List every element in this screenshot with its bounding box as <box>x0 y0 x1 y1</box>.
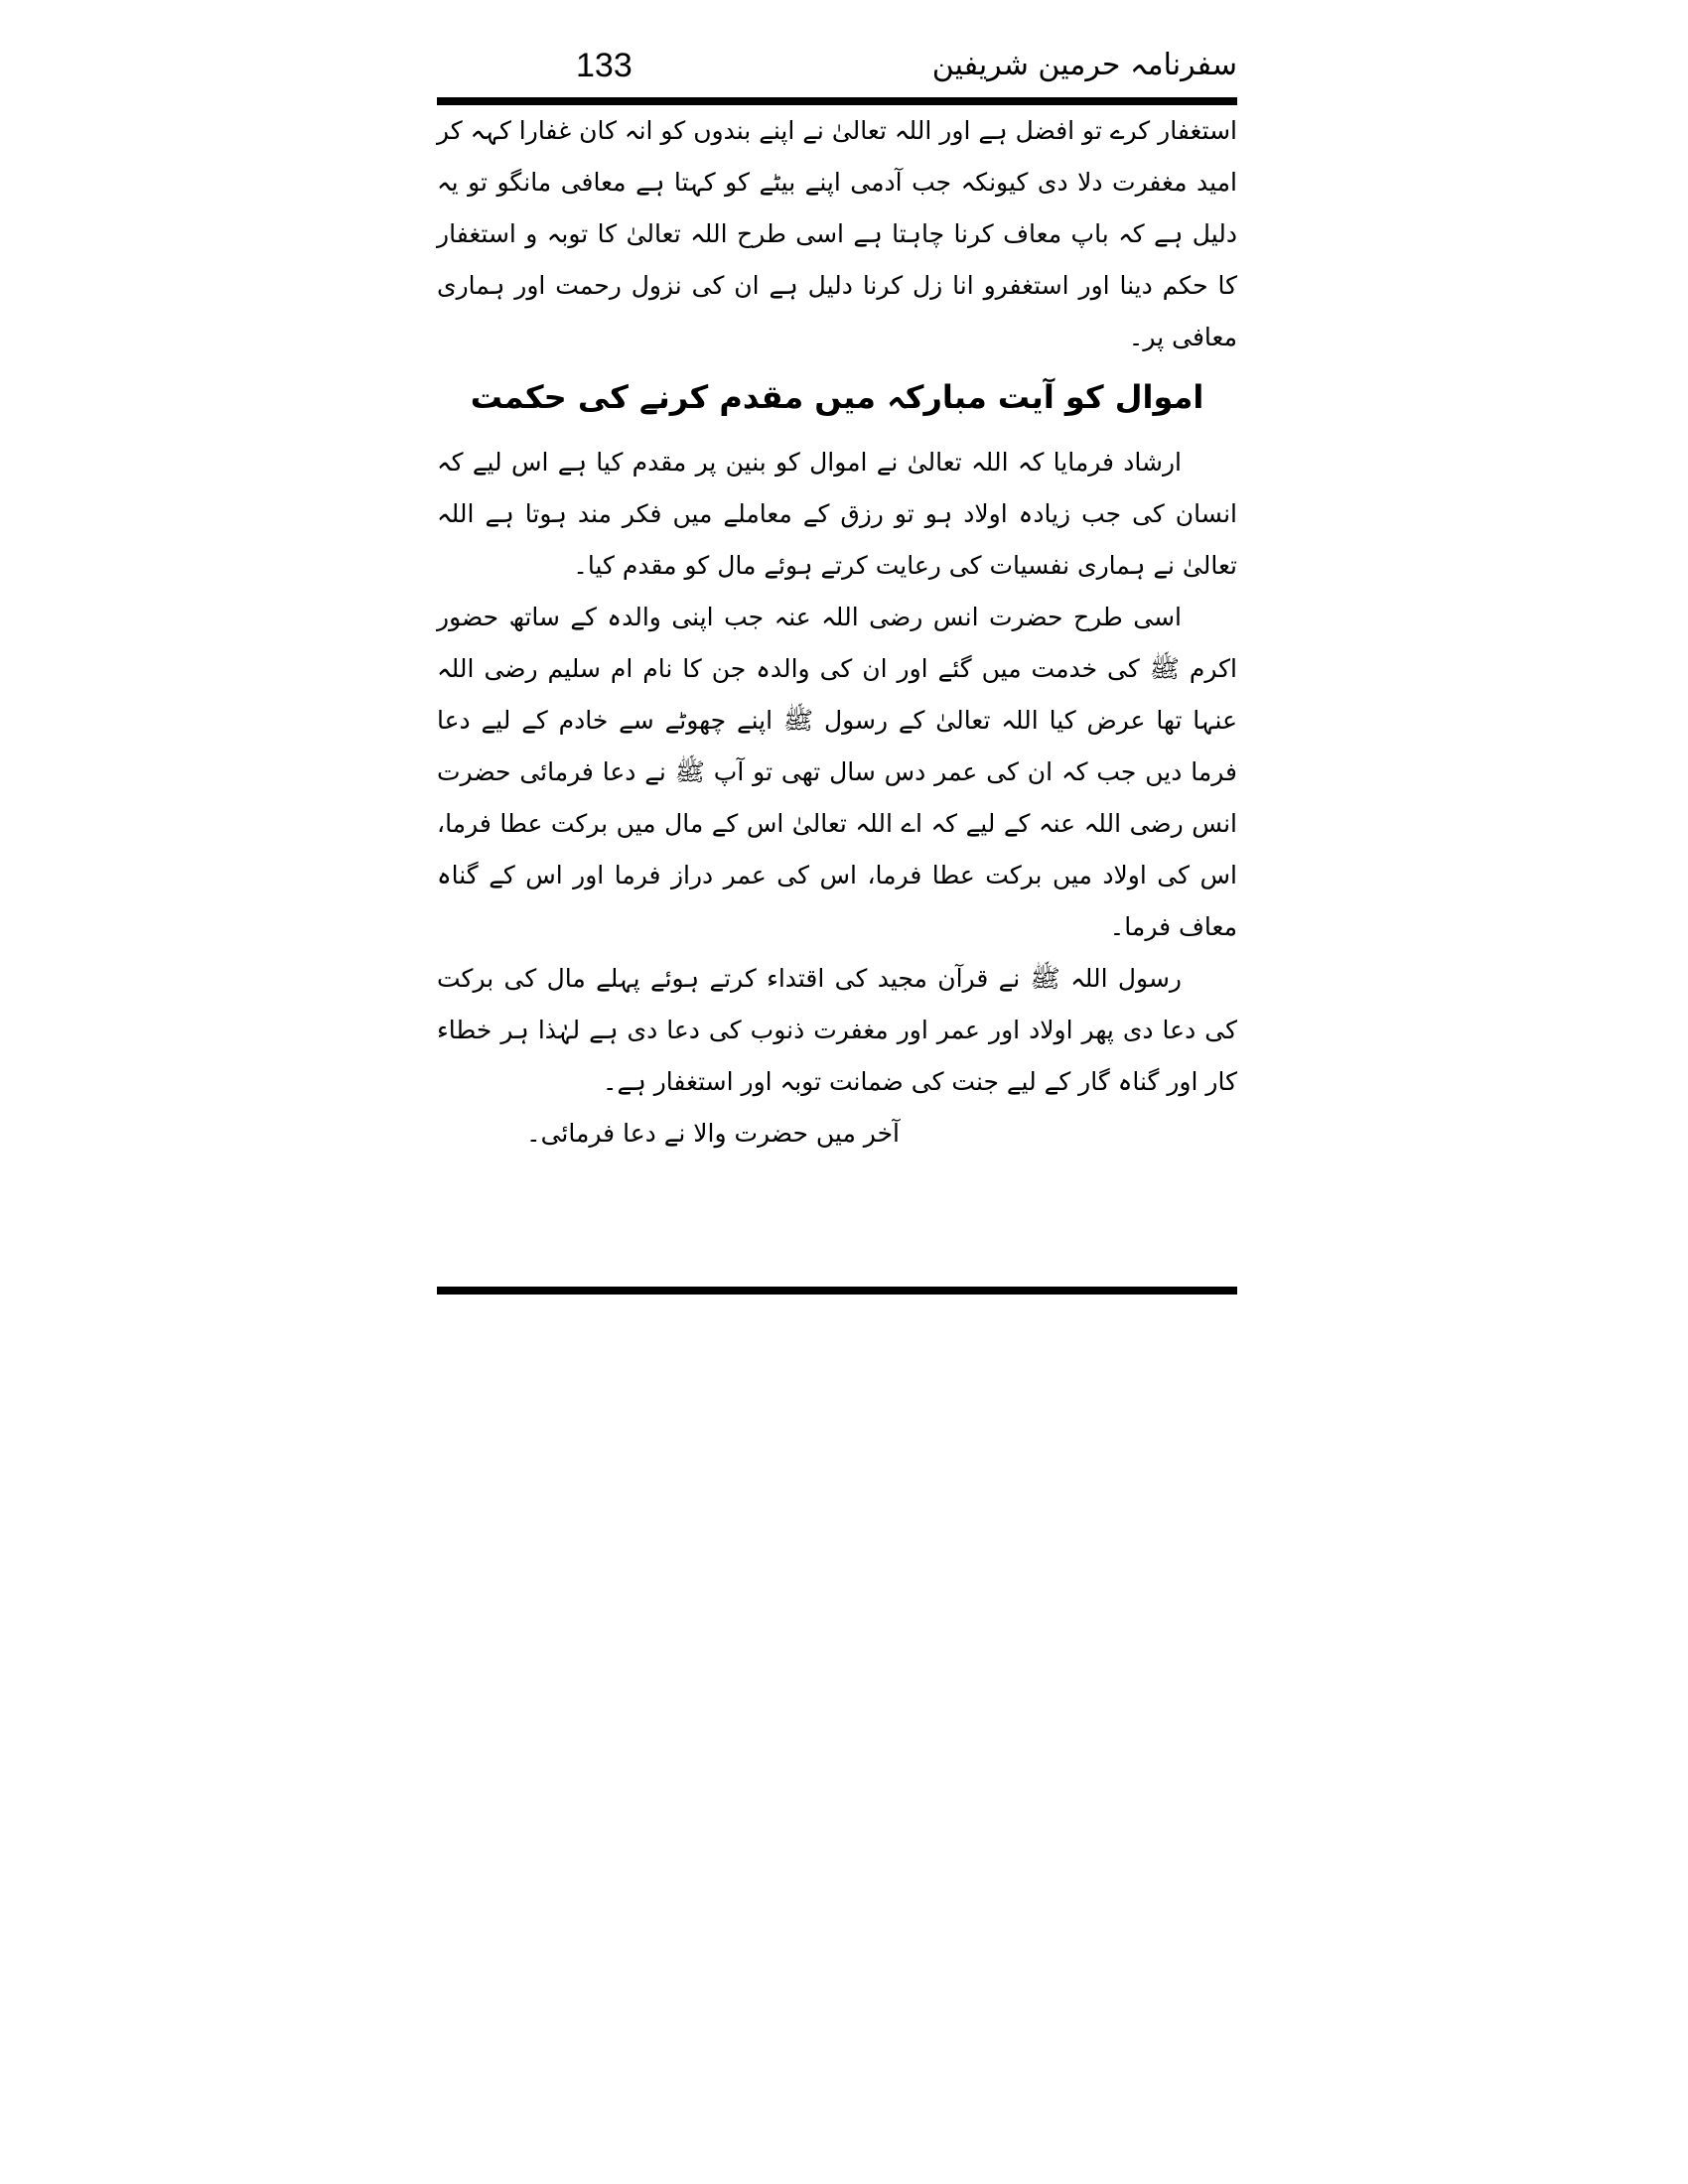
header-rule <box>437 97 1237 105</box>
paragraph-2: اسی طرح حضرت انس رضی اللہ عنہ جب اپنی والدہ کے ساتھ حضور اکرم ﷺ کی خدمت میں گئے اور ان کی والدہ جن کا نام ام سلیم رضی اللہ عنہا تھا عرض کیا اللہ تعالیٰ کے رسول ﷺ اپنے چھوٹے سے خادم کے لیے دعا فرما دیں جب کہ ان کی عمر دس سال تھی تو آپ ﷺ نے دعا فرمائی حضرت انس رضی اللہ عنہ کے لیے کہ اے اللہ تعالیٰ اس کے مال میں برکت عطا فرما، اس کی اولاد میں برکت عطا فرما، اس کی عمر دراز فرما اور اس کے گناہ معاف فرما۔ <box>437 603 1237 941</box>
section-heading: اموال کو آیت مبارکہ میں مقدم کرنے کی حکمت <box>470 378 1204 416</box>
book-title: سفرنامہ حرمین شریفین <box>931 48 1237 82</box>
bottom-spacer <box>437 1160 1237 1287</box>
paragraph-3: رسول اللہ ﷺ نے قرآن مجید کی اقتداء کرتے ہوئے پہلے مال کی برکت کی دعا دی پھر اولاد اور عمر اور مغفرت ذنوب کی دعا دی ہے لہٰذا ہر خطاء کار اور گناہ گار کے لیے جنت کی ضمانت توبہ اور استغفار ہے۔ <box>437 964 1237 1096</box>
intro-paragraph: استغفار کرے تو افضل ہے اور اللہ تعالیٰ نے اپنے بندوں کو انہ کان غفارا کہہ کر امید مغفرت دلا دی کیونکہ جب آدمی اپنے بیٹے کو کہتا ہے معافی مانگو تو یہ دلیل ہے کہ باپ معاف کرنا چاہتا ہے اسی طرح اللہ تعالیٰ کا توبہ و استغفار کا حکم دینا اور استغفرو انا زل کرنا دلیل ہے ان کی نزول رحمت اور ہماری معافی پر۔ <box>437 116 1237 351</box>
page-content <box>437 40 1237 1295</box>
text-body <box>437 105 1237 1160</box>
closing-line: آخر میں حضرت والا نے دعا فرمائی۔ <box>525 1119 900 1148</box>
footer-rule <box>437 1287 1237 1295</box>
page-number: 133 <box>576 47 633 84</box>
paragraph-1: ارشاد فرمایا کہ اللہ تعالیٰ نے اموال کو بنین پر مقدم کیا ہے اس لیے کہ انسان کی جب زیادہ اولاد ہو تو رزق کے معاملے میں فکر مند ہوتا ہے اللہ تعالیٰ نے ہماری نفسیات کی رعایت کرتے ہوئے مال کو مقدم کیا۔ <box>437 448 1237 580</box>
running-header <box>437 40 1237 97</box>
